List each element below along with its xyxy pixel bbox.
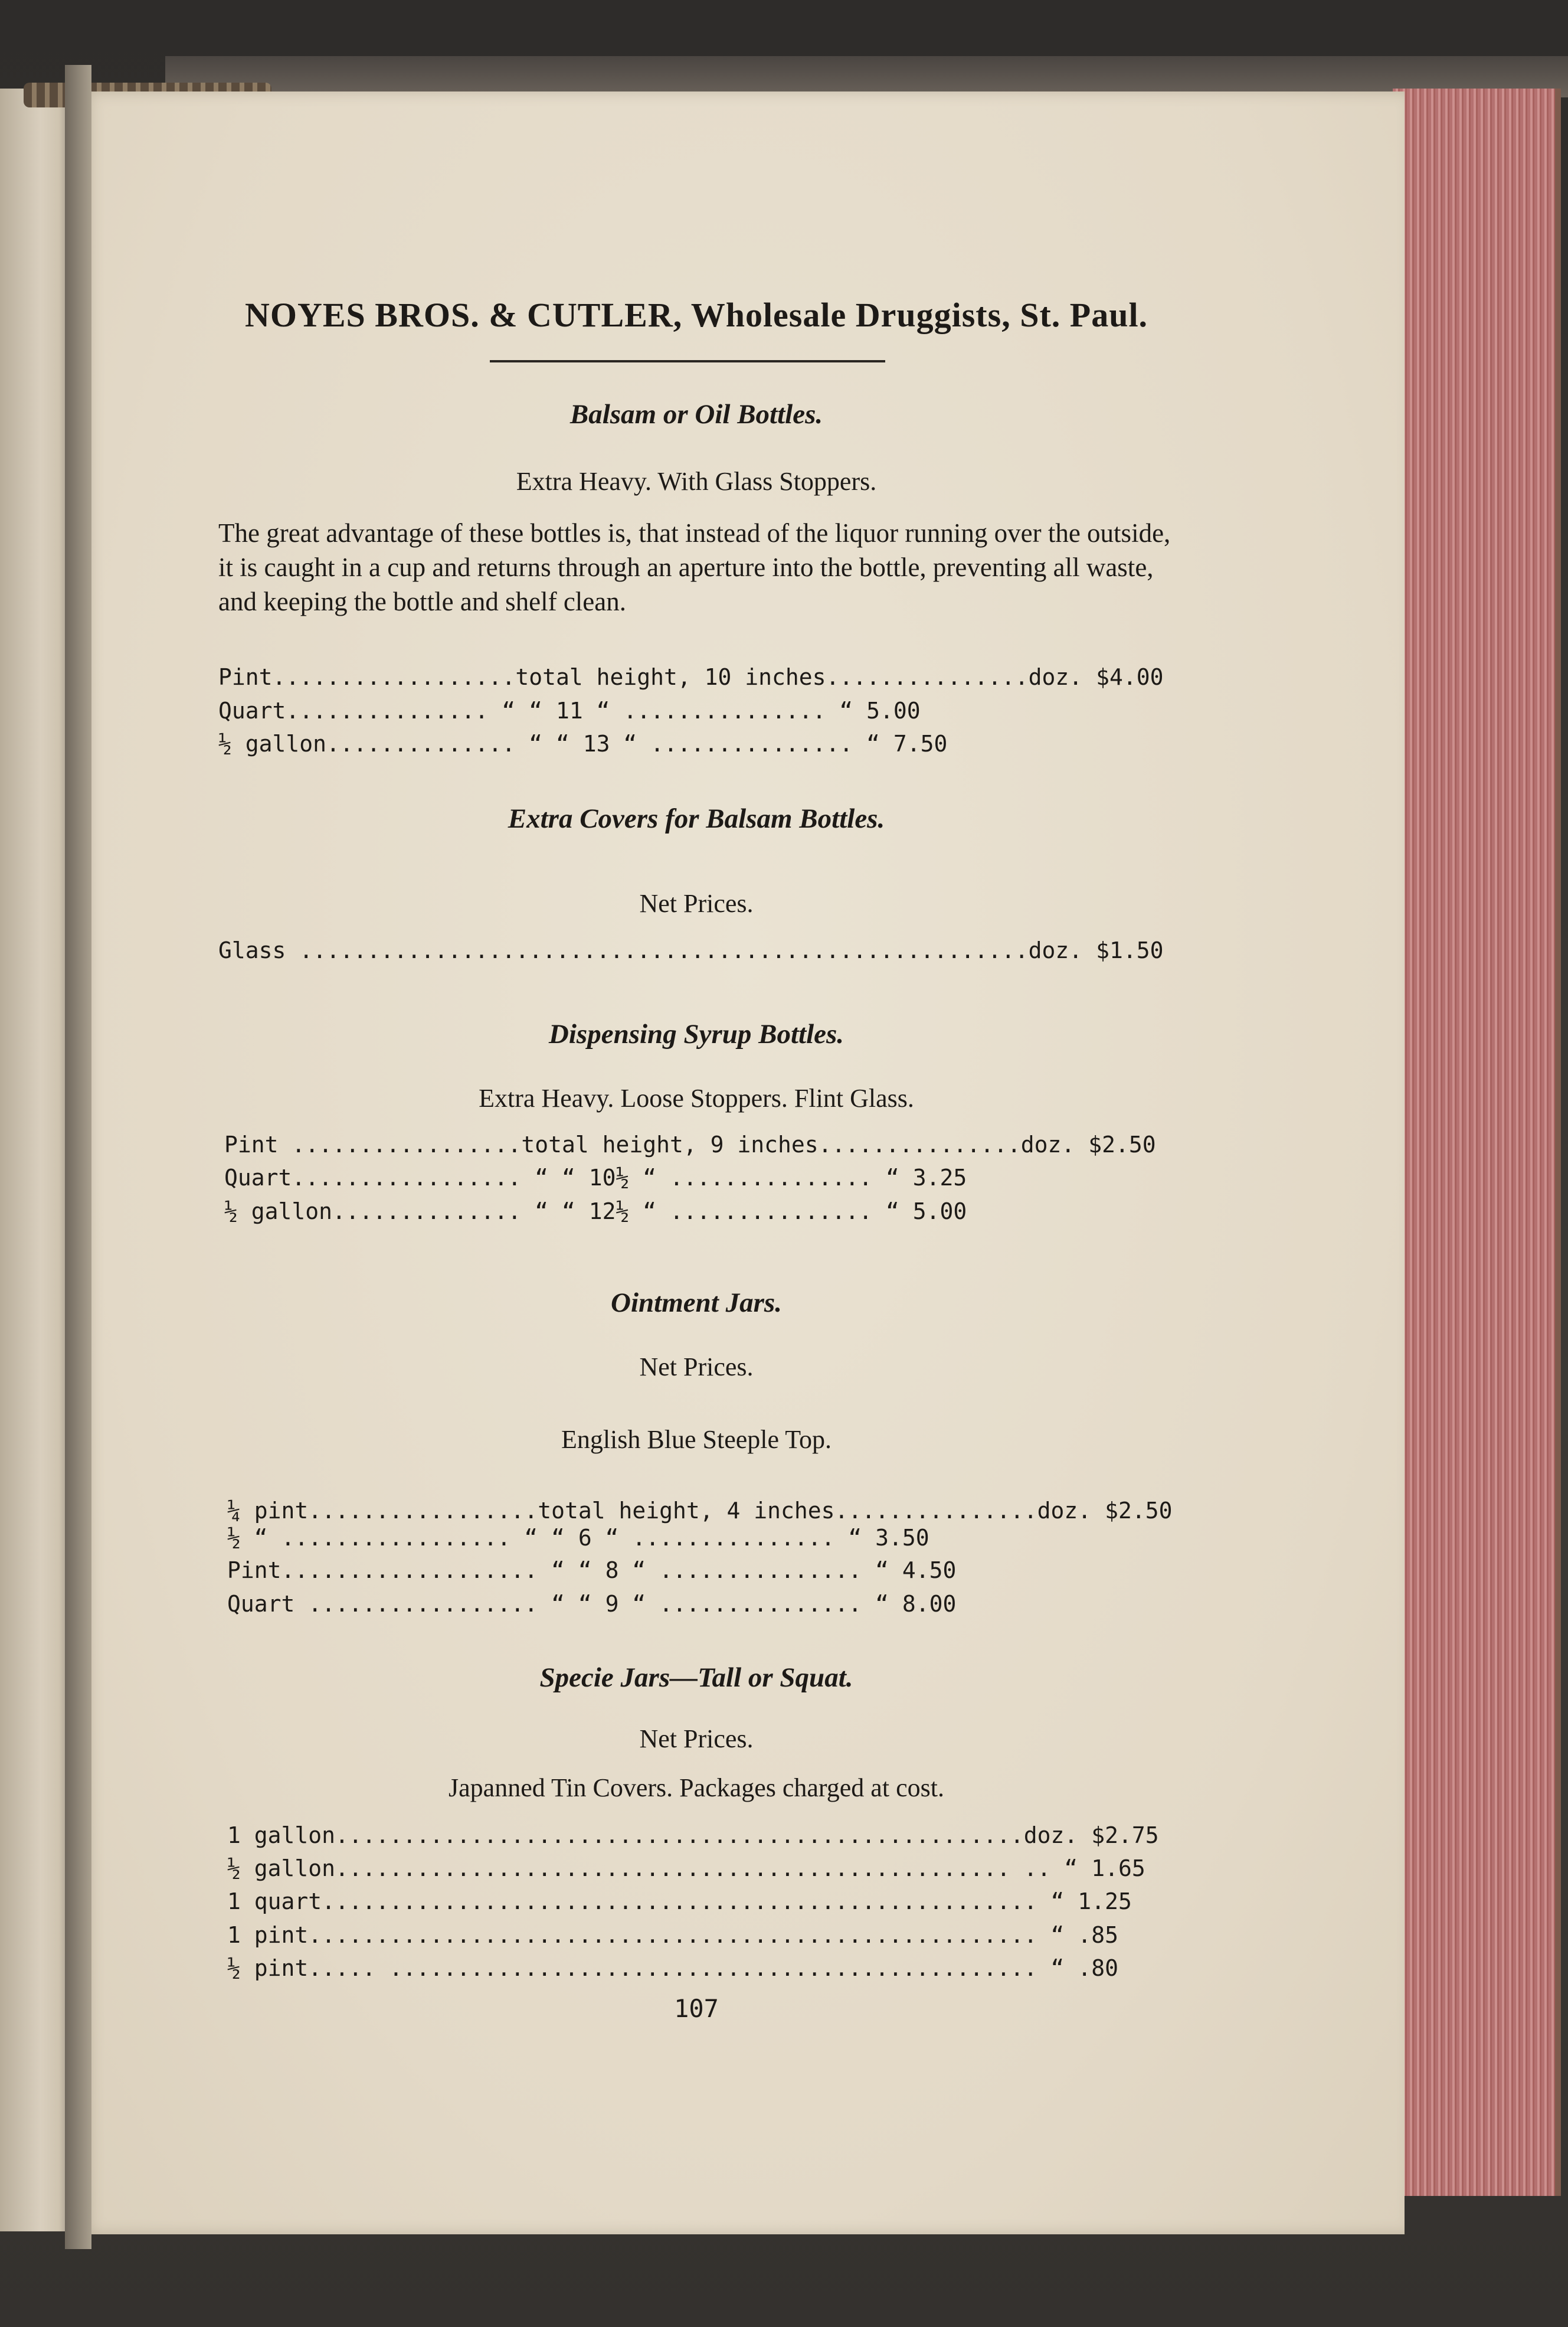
syrup-row-pint: Pint .................total height, 9 inches...............doz. $2.50 [224, 1132, 1156, 1158]
balsam-row-quart: Quart............... “ “ 11 “ ............... “ 5.00 [218, 698, 921, 724]
page-block-edge [1393, 89, 1561, 2196]
section-title-ointment: Ointment Jars. [611, 1287, 782, 1318]
specie-subtitle: Net Prices. [639, 1724, 754, 1753]
header-rule [490, 360, 885, 362]
ointment-row-pint: Pint................... “ “ 8 “ ............... “ 4.50 [227, 1557, 957, 1583]
spine-gutter [65, 65, 91, 2249]
section-title-specie: Specie Jars—Tall or Squat. [539, 1662, 853, 1693]
specie-row-pint: 1 pint...................................................... “ .85 [227, 1922, 1118, 1948]
facing-page-edge [0, 89, 74, 2231]
specie-subtitle-2: Japanned Tin Covers. Packages charged at cost. [449, 1773, 944, 1802]
section-title-syrup: Dispensing Syrup Bottles. [548, 1019, 844, 1050]
syrup-subtitle: Extra Heavy. Loose Stoppers. Flint Glass. [479, 1084, 914, 1113]
page-number: 107 [674, 1994, 719, 2023]
specie-row-half-gallon: ½ gallon.................................................. .. “ 1.65 [227, 1855, 1145, 1881]
balsam-row-pint: Pint..................total height, 10 inches...............doz. $4.00 [218, 664, 1164, 690]
covers-subtitle: Net Prices. [639, 889, 754, 918]
ointment-subtitle: Net Prices. [639, 1352, 754, 1381]
syrup-row-half-gallon: ½ gallon.............. “ “ 12½ “ ............... “ 5.00 [224, 1198, 967, 1224]
ointment-row-quart: Quart ................. “ “ 9 “ ............... “ 8.00 [227, 1591, 957, 1617]
balsam-paragraph: The great advantage of these bottles is, that instead of the liquor running over the outside, it is caught in a cup and returns through an aperture into the bottle, preventing all waste, and keeping the bottle and shelf clean. [218, 518, 1171, 616]
ointment-row-quarter-pint: ¼ pint.................total height, 4 inches...............doz. $2.50 [227, 1498, 1173, 1524]
ointment-row-half-pint: ½ “ ................. “ “ 6 “ ............... “ 3.50 [227, 1525, 929, 1551]
running-head: NOYES BROS. & CUTLER, Wholesale Druggists, St. Paul. [244, 296, 1148, 334]
syrup-row-quart: Quart................. “ “ 10½ “ ............... “ 3.25 [224, 1165, 967, 1191]
ointment-subtitle-2: English Blue Steeple Top. [561, 1425, 832, 1454]
covers-row-glass: Glass ......................................................doz. $1.50 [218, 937, 1164, 963]
specie-row-quart: 1 quart..................................................... “ 1.25 [227, 1888, 1132, 1914]
specie-row-gallon: 1 gallon...................................................doz. $2.75 [227, 1822, 1159, 1848]
balsam-subtitle: Extra Heavy. With Glass Stoppers. [516, 467, 877, 496]
section-title-covers: Extra Covers for Balsam Bottles. [508, 803, 885, 834]
specie-row-half-pint: ½ pint..... ................................................ “ .80 [227, 1955, 1118, 1981]
balsam-row-half-gallon: ½ gallon.............. “ “ 13 “ ............... “ 7.50 [218, 731, 948, 757]
section-title-balsam: Balsam or Oil Bottles. [569, 399, 823, 430]
